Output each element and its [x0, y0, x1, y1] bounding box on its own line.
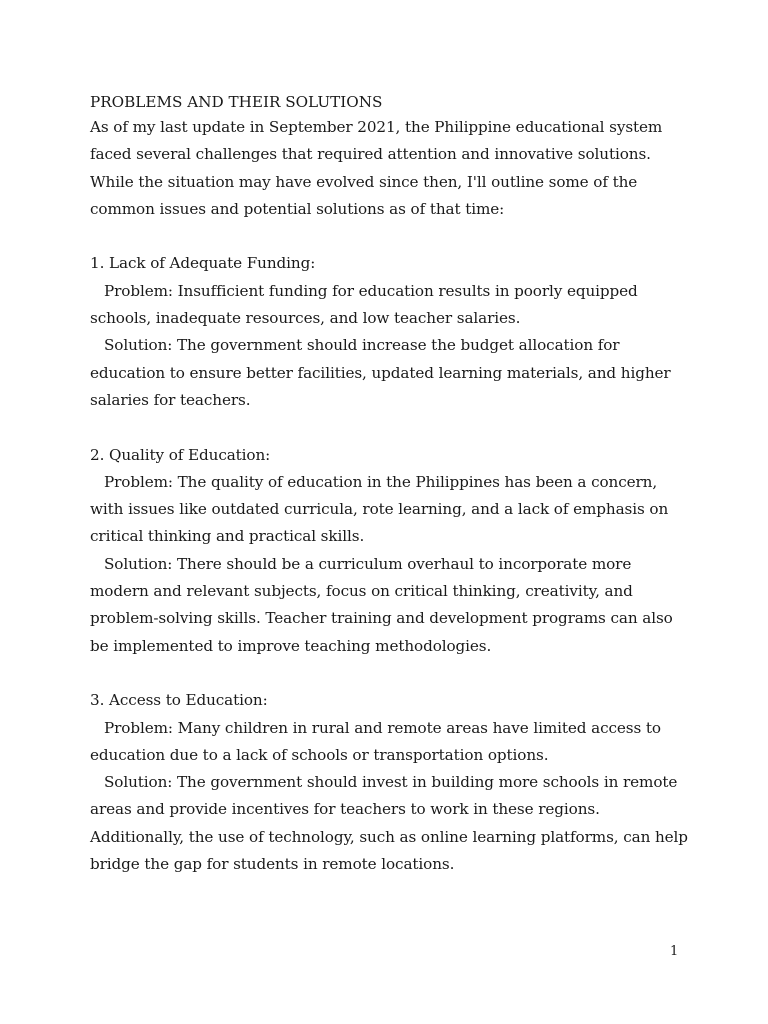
problem-paragraph: Problem: Many children in rural and remote areas have limited access to education due to a lack of schools or transportation options. [90, 718, 661, 764]
section-heading: 3. Access to Education: [90, 691, 268, 710]
spacer [90, 223, 690, 250]
solution-paragraph: Solution: There should be a curriculum overhaul to incorporate more modern and relevant subjects, focus on critical thinking, creativity, and problem-solving skills. Teacher training and development programs can also be implemented to improve teaching methodologies. [90, 554, 673, 655]
problem-paragraph: Problem: Insufficient funding for education results in poorly equipped schools, inadequate resources, and low teacher salaries. [90, 281, 638, 328]
problem-paragraph: Problem: The quality of education in the Philippines has been a concern, with issues like outdated curricula, rote learning, and a lack of emphasis on critical thinking and practical skills. [90, 472, 669, 546]
intro-paragraph: As of my last update in September 2021, the Philippine educational system faced several challenges that required attention and innovative solutions. While the situation may have evolved since then, I'll outline some of the common issues and potential solutions as of that time: [90, 118, 663, 218]
section-access [90, 687, 690, 878]
solution-paragraph: Solution: The government should invest in building more schools in remote areas and provide incentives for teachers to work in these regions. Additionally, the use of technology, such as online learning platforms, can help bridge the gap for students in remote locations. [90, 773, 688, 874]
spacer [90, 660, 690, 687]
section-funding [90, 250, 690, 414]
spacer [90, 414, 690, 441]
section-heading: 1. Lack of Adequate Funding: [90, 254, 316, 273]
section-heading: 2. Quality of Education: [90, 445, 271, 464]
solution-paragraph: Solution: The government should increase the budget allocation for education to ensure better facilities, updated learning materials, and higher salaries for teachers. [90, 336, 671, 409]
document-title: PROBLEMS AND THEIR SOLUTIONS [90, 93, 383, 111]
page-number: 1 [670, 944, 679, 959]
section-quality [90, 442, 690, 660]
document-body [90, 91, 690, 878]
